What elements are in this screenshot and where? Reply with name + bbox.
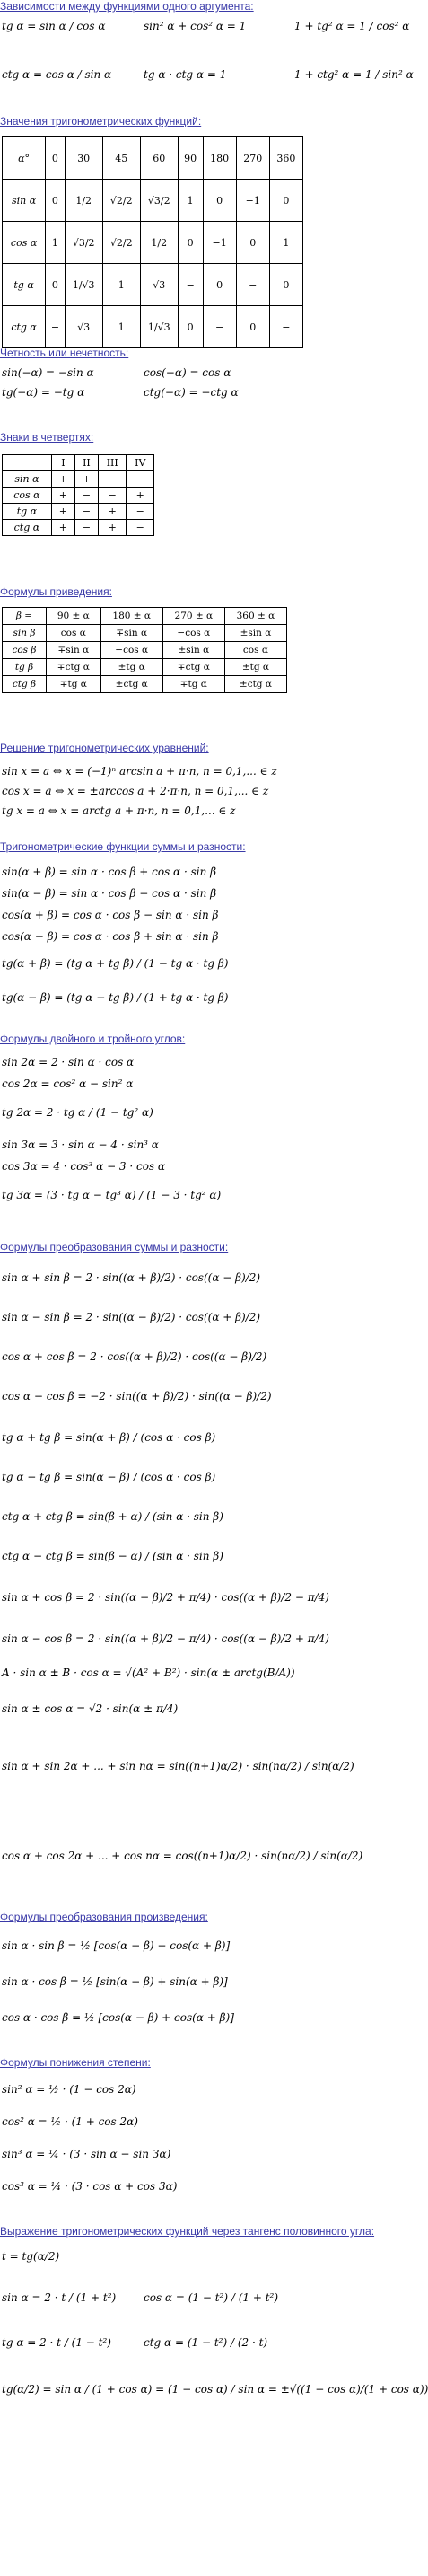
table-cell: 0 — [203, 180, 236, 222]
table-cell: tg β — [3, 659, 47, 676]
formula-tg-sum: tg(α + β) = (tg α + tg β) / (1 − tg α · tg β) — [2, 957, 229, 970]
formula-tg-def: tg α = sin α / cos α — [2, 20, 106, 32]
formula-eq-sin: sin x = a ⇔ x = (−1)ⁿ arcsin a + π·n, n = 0,1,... ∈ z — [2, 765, 277, 778]
table-cell: + — [51, 504, 74, 520]
table-cell: + — [51, 471, 74, 488]
reduction-table — [2, 607, 287, 693]
formula-ctg-t: ctg α = (1 − t²) / (2 · t) — [144, 2336, 268, 2349]
section-heading-product-to-sum: Формулы преобразования произведения: — [0, 1911, 208, 1923]
table-cell: √3 — [140, 264, 178, 306]
table-cell: − — [98, 488, 127, 504]
formula-eq-tg: tg x = a ⇔ x = arctg a + π·n, n = 0,1,... ∈ z — [2, 804, 236, 817]
formula-sin-cos: sin α · cos β = ½ [sin(α − β) + sin(α + β)] — [2, 1975, 228, 1988]
table-cell: 1/√3 — [65, 264, 102, 306]
table-cell: 1 — [46, 222, 65, 264]
table-header-cell — [3, 455, 52, 471]
table-header-cell: 180 — [203, 137, 236, 180]
table-cell: 1 — [102, 306, 140, 348]
formula-one-plus-tg2: 1 + tg² α = 1 / cos² α — [294, 20, 410, 32]
table-header-cell: IV — [127, 455, 154, 471]
table-cell: −1 — [203, 222, 236, 264]
table-header-cell: 60 — [140, 137, 178, 180]
table-cell: − — [74, 488, 98, 504]
formula-sin2: sin² α = ½ · (1 − cos 2α) — [2, 2083, 136, 2096]
table-cell: √3/2 — [65, 222, 102, 264]
table-cell: − — [269, 306, 302, 348]
formula-eq-cos: cos x = a ⇔ x = ±arccos a + 2·π·n, n = 0,1,... ∈ z — [2, 785, 269, 797]
formula-cos3: cos³ α = ¼ · (3 · cos α + cos 3α) — [2, 2180, 178, 2193]
table-cell: tg α — [3, 504, 52, 520]
table-header-cell: 90 — [178, 137, 203, 180]
formula-sum-of-cosines: cos α + cos 2α + ... + cos nα = cos((n+1)α/2) · sin(nα/2) / sin(α/2) — [2, 1850, 363, 1862]
table-row — [3, 180, 303, 222]
table-cell: 1 — [102, 264, 140, 306]
section-heading-values: Значения тригонометрических функций: — [0, 115, 202, 127]
table-cell: cos α — [3, 488, 52, 504]
table-cell: sin β — [3, 625, 47, 642]
table-cell: 0 — [46, 180, 65, 222]
table-cell: + — [74, 471, 98, 488]
table-row — [3, 659, 287, 676]
table-cell: −cos α — [100, 642, 162, 659]
formula-tg-half: tg(α/2) = sin α / (1 + cos α) = (1 − cos α) / sin α = ±√((1 − cos α)/(1 + cos α)) — [2, 2383, 428, 2396]
formula-cos-diff: cos(α − β) = cos α · cos β + sin α · sin β — [2, 930, 219, 943]
section-heading-equations: Решение тригонометрических уравнений: — [0, 742, 209, 754]
formula-cos-cos: cos α · cos β = ½ [cos(α − β) + cos(α + β)] — [2, 2011, 234, 2024]
table-cell: − — [127, 471, 154, 488]
formula-cos2: cos² α = ½ · (1 + cos 2α) — [2, 2115, 138, 2128]
table-cell: 0 — [178, 222, 203, 264]
table-cell: − — [203, 306, 236, 348]
table-cell: − — [178, 264, 203, 306]
table-cell: 1/2 — [65, 180, 102, 222]
formula-tg-odd: tg(−α) = −tg α — [2, 386, 85, 399]
section-heading-reduction: Формулы приведения: — [0, 585, 112, 598]
table-header-cell: 0 — [46, 137, 65, 180]
table-header-cell: III — [98, 455, 127, 471]
formula-t-def: t = tg(α/2) — [2, 2250, 60, 2263]
section-heading-sum-to-product: Формулы преобразования суммы и разности: — [0, 1241, 229, 1253]
table-cell: 1 — [269, 222, 302, 264]
table-header-cell: 360 ± α — [224, 608, 286, 625]
section-heading-one-argument: Зависимости между функциями одного аргумента: — [0, 0, 254, 13]
table-cell: √3/2 — [140, 180, 178, 222]
table-cell: √2/2 — [102, 180, 140, 222]
table-cell: − — [46, 306, 65, 348]
formula-sin-odd: sin(−α) = −sin α — [2, 366, 94, 379]
table-row — [3, 504, 154, 520]
table-header-cell: 360 — [269, 137, 302, 180]
formula-tg-minus-tg: tg α − tg β = sin(α − β) / (cos α · cos β) — [2, 1471, 216, 1483]
table-cell: − — [74, 504, 98, 520]
table-row — [3, 471, 154, 488]
table-cell: 1/√3 — [140, 306, 178, 348]
quadrant-table — [2, 454, 154, 536]
table-cell: cos α — [46, 625, 100, 642]
table-cell: ∓sin α — [46, 642, 100, 659]
table-cell: 0 — [269, 180, 302, 222]
table-cell: + — [98, 504, 127, 520]
table-header-cell: 270 — [236, 137, 269, 180]
table-header-cell: 90 ± α — [46, 608, 100, 625]
formula-sin-sin: sin α · sin β = ½ [cos(α − β) − cos(α + β)] — [2, 1939, 231, 1952]
table-cell: ctg α — [3, 520, 52, 536]
table-cell: −cos α — [162, 625, 224, 642]
table-row — [3, 520, 154, 536]
table-cell: ∓sin α — [100, 625, 162, 642]
table-cell: ±tg α — [224, 659, 286, 676]
table-cell: 0 — [269, 264, 302, 306]
table-cell: √2/2 — [102, 222, 140, 264]
table-cell: ±ctg α — [224, 676, 286, 693]
section-heading-half-tangent: Выражение тригонометрических функций через тангенс половинного угла: — [0, 2225, 375, 2238]
table-cell: ±sin α — [224, 625, 286, 642]
table-cell: sin α — [3, 471, 52, 488]
formula-ctg-def: ctg α = cos α / sin α — [2, 68, 112, 81]
table-cell: sin α — [3, 180, 46, 222]
table-cell: ±sin α — [162, 642, 224, 659]
table-row — [3, 306, 303, 348]
table-header-cell: I — [51, 455, 74, 471]
table-cell: + — [51, 488, 74, 504]
section-heading-double-triple: Формулы двойного и тройного углов: — [0, 1033, 186, 1045]
table-cell: ±tg α — [100, 659, 162, 676]
table-cell: −1 — [236, 180, 269, 222]
table-row — [3, 264, 303, 306]
section-heading-sum-diff: Тригонометрические функции суммы и разности: — [0, 840, 246, 853]
formula-cos-plus-cos: cos α + cos β = 2 · cos((α + β)/2) · cos((α − β)/2) — [2, 1350, 267, 1363]
table-header-cell: 180 ± α — [100, 608, 162, 625]
table-cell: − — [127, 520, 154, 536]
table-row — [3, 676, 287, 693]
table-cell: + — [98, 520, 127, 536]
formula-cos-2a: cos 2α = cos² α − sin² α — [2, 1077, 134, 1090]
formula-sin-plus-sin: sin α + sin β = 2 · sin((α + β)/2) · cos((α − β)/2) — [2, 1271, 261, 1284]
formula-tg-2a: tg 2α = 2 · tg α / (1 − tg² α) — [2, 1106, 153, 1119]
table-cell: − — [98, 471, 127, 488]
table-header-cell: 270 ± α — [162, 608, 224, 625]
formula-ctg-plus-ctg: ctg α + ctg β = sin(β + α) / (sin α · sin β) — [2, 1510, 223, 1523]
table-cell: ∓ctg α — [46, 659, 100, 676]
table-row — [3, 642, 287, 659]
table-row — [3, 137, 303, 180]
table-cell: ctg β — [3, 676, 47, 693]
table-cell: 0 — [203, 264, 236, 306]
table-header-cell: 30 — [65, 137, 102, 180]
table-cell: − — [236, 264, 269, 306]
table-cell: ∓ctg α — [162, 659, 224, 676]
table-cell: + — [127, 488, 154, 504]
table-row — [3, 455, 154, 471]
table-cell: 0 — [178, 306, 203, 348]
section-heading-quadrants: Знаки в четвертях: — [0, 431, 94, 444]
formula-sin-3a: sin 3α = 3 · sin α − 4 · sin³ α — [2, 1139, 159, 1151]
table-row — [3, 625, 287, 642]
formula-tg-diff: tg(α − β) = (tg α − tg β) / (1 + tg α · tg β) — [2, 991, 229, 1004]
section-heading-parity: Четность или нечетность: — [0, 347, 129, 359]
formula-tg-plus-tg: tg α + tg β = sin(α + β) / (cos α · cos β) — [2, 1431, 216, 1444]
formula-sin-minus-sin: sin α − sin β = 2 · sin((α − β)/2) · cos((α + β)/2) — [2, 1311, 261, 1323]
table-cell: 1 — [178, 180, 203, 222]
table-row — [3, 608, 287, 625]
table-header-cell: β = — [3, 608, 47, 625]
table-cell: tg α — [3, 264, 46, 306]
table-cell: √3 — [65, 306, 102, 348]
formula-sin-minus-cos: sin α − cos β = 2 · sin((α + β)/2 − π/4) · cos((α − β)/2 + π/4) — [2, 1632, 329, 1645]
formula-cos-even: cos(−α) = cos α — [144, 366, 231, 379]
formula-cos-minus-cos: cos α − cos β = −2 · sin((α + β)/2) · sin((α − β)/2) — [2, 1390, 272, 1402]
table-cell: ±ctg α — [100, 676, 162, 693]
table-cell: ∓tg α — [46, 676, 100, 693]
table-header-cell: 45 — [102, 137, 140, 180]
table-cell: 0 — [46, 264, 65, 306]
formula-sin-t: sin α = 2 · t / (1 + t²) — [2, 2291, 117, 2304]
formula-sin-diff: sin(α − β) = sin α · cos β − cos α · sin β — [2, 887, 217, 900]
table-header-cell: α° — [3, 137, 46, 180]
formula-sin-sum: sin(α + β) = sin α · cos β + cos α · sin β — [2, 866, 217, 878]
formula-ctg-odd: ctg(−α) = −ctg α — [144, 386, 239, 399]
table-cell: cos α — [3, 222, 46, 264]
table-cell: 1/2 — [140, 222, 178, 264]
formula-cos-t: cos α = (1 − t²) / (1 + t²) — [144, 2291, 279, 2304]
formula-ctg-minus-ctg: ctg α − ctg β = sin(β − α) / (sin α · sin β) — [2, 1550, 223, 1562]
values-table — [2, 136, 303, 348]
formula-sin-2a: sin 2α = 2 · sin α · cos α — [2, 1056, 135, 1068]
formula-sum-of-sines: sin α + sin 2α + ... + sin nα = sin((n+1)α/2) · sin(nα/2) / sin(α/2) — [2, 1760, 354, 1772]
formula-sin-pm-cos: sin α ± cos α = √2 · sin(α ± π/4) — [2, 1702, 179, 1715]
formula-sin-plus-cos: sin α + cos β = 2 · sin((α − β)/2 + π/4) · cos((α + β)/2 − π/4) — [2, 1591, 329, 1604]
formula-tg-3a: tg 3α = (3 · tg α − tg³ α) / (1 − 3 · tg² α) — [2, 1189, 222, 1201]
table-cell: ∓tg α — [162, 676, 224, 693]
table-cell: − — [127, 504, 154, 520]
table-cell: 0 — [236, 222, 269, 264]
table-cell: cos α — [224, 642, 286, 659]
table-cell: ctg α — [3, 306, 46, 348]
formula-one-plus-ctg2: 1 + ctg² α = 1 / sin² α — [294, 68, 414, 81]
formula-a-sin-b-cos: A · sin α ± B · cos α = √(A² + B²) · sin(α ± arctg(B/A)) — [2, 1666, 295, 1679]
table-cell: + — [51, 520, 74, 536]
formula-pythagorean: sin² α + cos² α = 1 — [144, 20, 247, 32]
table-header-cell: II — [74, 455, 98, 471]
formula-cos-sum: cos(α + β) = cos α · cos β − sin α · sin β — [2, 909, 219, 921]
formula-tg-t: tg α = 2 · t / (1 − t²) — [2, 2336, 111, 2349]
table-cell: 0 — [236, 306, 269, 348]
formula-sin3: sin³ α = ¼ · (3 · sin α − sin 3α) — [2, 2148, 171, 2160]
table-row — [3, 488, 154, 504]
section-heading-power-reduction: Формулы понижения степени: — [0, 2056, 151, 2069]
table-row — [3, 222, 303, 264]
formula-tg-ctg: tg α · ctg α = 1 — [144, 68, 227, 81]
table-cell: cos β — [3, 642, 47, 659]
formula-cos-3a: cos 3α = 4 · cos³ α − 3 · cos α — [2, 1160, 166, 1173]
table-cell: − — [74, 520, 98, 536]
